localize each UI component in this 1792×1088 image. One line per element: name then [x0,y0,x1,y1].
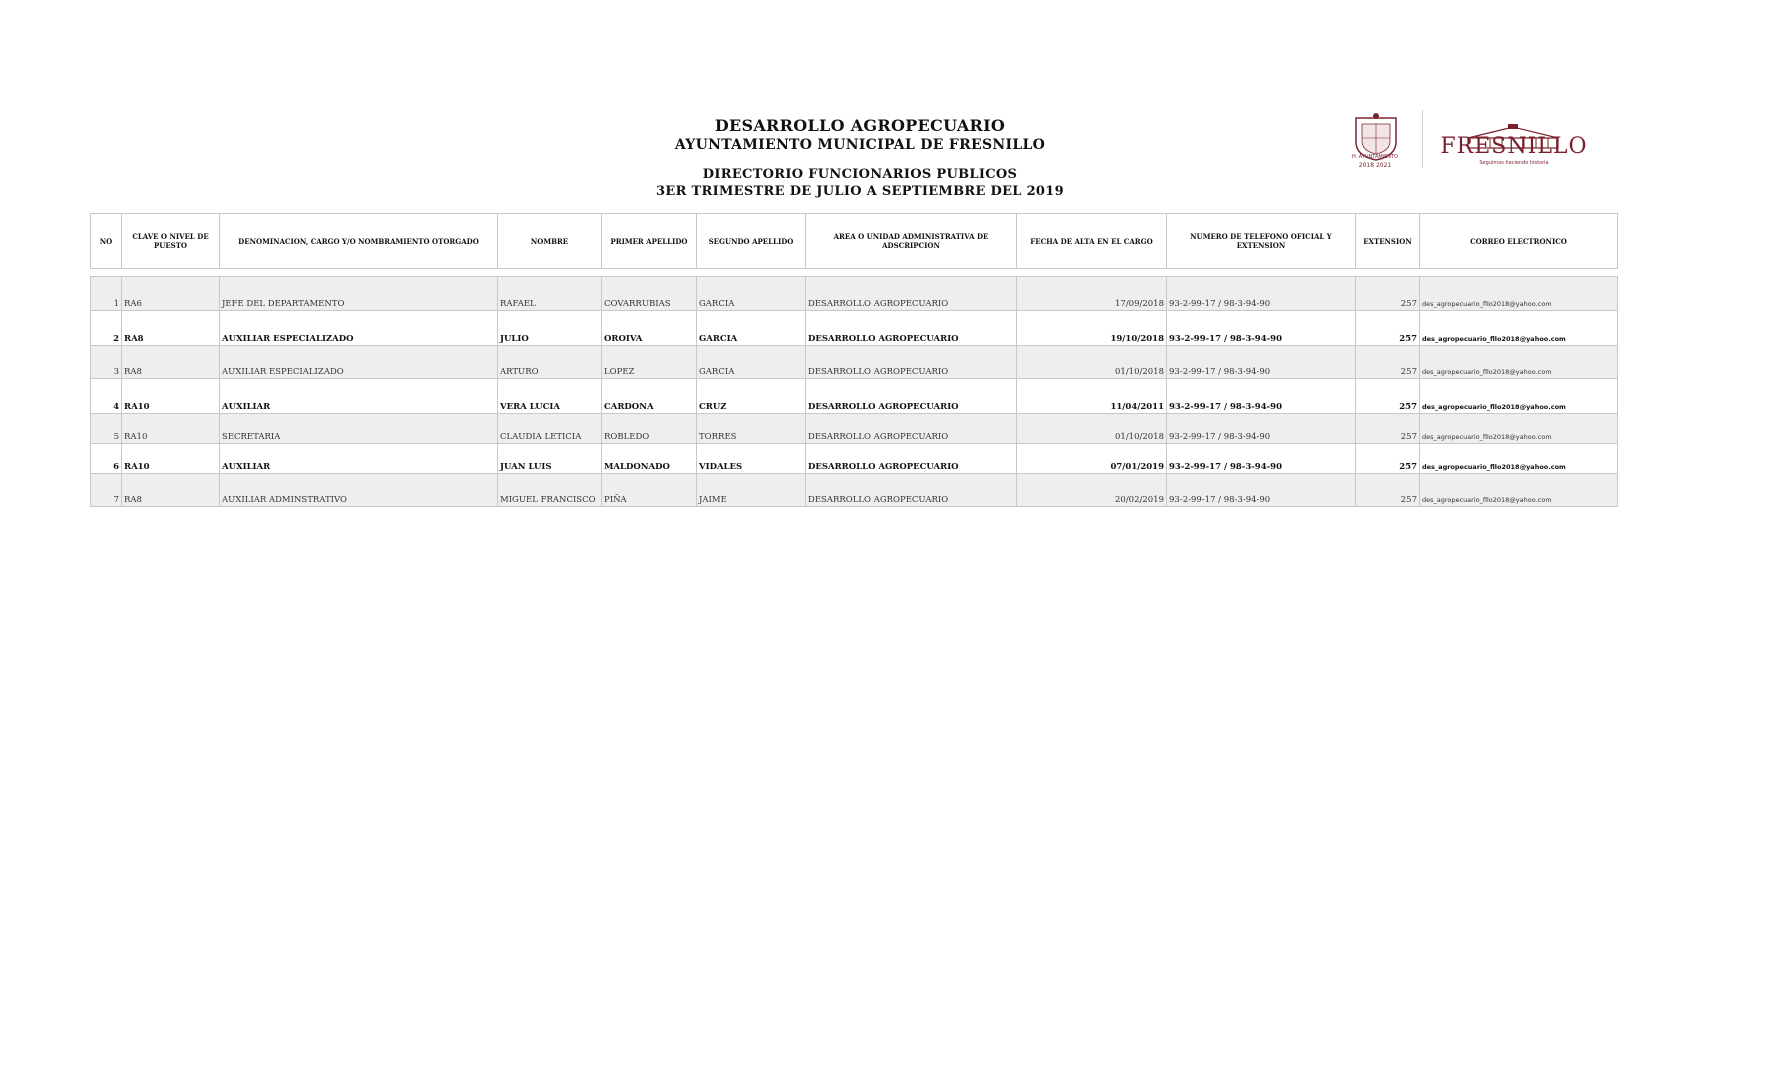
cell-telefono: 93-2-99-17 / 98-3-94-90 [1167,346,1356,379]
cell-area: DESARROLLO AGROPECUARIO [806,414,1017,444]
cell-clave: RA10 [122,379,220,414]
cell-no: 2 [91,311,122,346]
table-spacer [91,269,1618,277]
cell-clave: RA8 [122,346,220,379]
cell-extension: 257 [1356,311,1420,346]
fresnillo-wordmark: FRESNILLO [1440,134,1588,159]
cell-cargo: SECRETARIA [220,414,498,444]
col-header-clave: CLAVE O NIVEL DE PUESTO [122,214,220,269]
cell-segundo-apellido: GARCIA [697,277,806,311]
cell-correo: des_agropecuario_fllo2018@yahoo.com [1420,444,1618,474]
cell-correo: des_agropecuario_fllo2018@yahoo.com [1420,379,1618,414]
col-header-primer-apellido: PRIMER APELLIDO [602,214,697,269]
cell-fecha: 20/02/2019 [1017,474,1167,507]
cell-nombre: JULIO [498,311,602,346]
cell-primer-apellido: COVARRUBIAS [602,277,697,311]
cell-cargo: AUXILIAR [220,444,498,474]
seal-years: 2018 2021 [1358,162,1392,169]
cell-segundo-apellido: TORRES [697,414,806,444]
logo-group [1340,104,1600,170]
cell-segundo-apellido: VIDALES [697,444,806,474]
cell-nombre: VERA LUCIA [498,379,602,414]
directory-table [90,213,1618,507]
col-header-area: AREA O UNIDAD ADMINISTRATIVA DE ADSCRIPCION [806,214,1017,269]
cell-extension: 257 [1356,414,1420,444]
cell-telefono: 93-2-99-17 / 98-3-94-90 [1167,379,1356,414]
cell-telefono: 93-2-99-17 / 98-3-94-90 [1167,444,1356,474]
municipal-seal-icon [1348,104,1404,170]
cell-clave: RA6 [122,277,220,311]
col-header-extension: EXTENSION [1356,214,1420,269]
cell-fecha: 01/10/2018 [1017,346,1167,379]
cell-cargo: AUXILIAR ESPECIALIZADO [220,311,498,346]
cell-segundo-apellido: GARCIA [697,346,806,379]
col-header-cargo: DENOMINACION, CARGO Y/O NOMBRAMIENTO OTORGADO [220,214,498,269]
cell-area: DESARROLLO AGROPECUARIO [806,346,1017,379]
cell-cargo: AUXILIAR ADMINSTRATIVO [220,474,498,507]
cell-clave: RA10 [122,414,220,444]
seal-caption: H. AYUNTAMIENTO [1351,154,1399,160]
cell-telefono: 93-2-99-17 / 98-3-94-90 [1167,414,1356,444]
cell-correo: des_agropecuario_fllo2018@yahoo.com [1420,311,1618,346]
cell-extension: 257 [1356,474,1420,507]
cell-area: DESARROLLO AGROPECUARIO [806,311,1017,346]
table-row [91,474,1618,507]
cell-primer-apellido: CARDONA [602,379,697,414]
cell-fecha: 11/04/2011 [1017,379,1167,414]
cell-telefono: 93-2-99-17 / 98-3-94-90 [1167,277,1356,311]
cell-nombre: CLAUDIA LETICIA [498,414,602,444]
municipality-title: AYUNTAMIENTO MUNICIPAL DE FRESNILLO [674,137,1046,153]
col-header-nombre: NOMBRE [498,214,602,269]
cell-primer-apellido: ROBLEDO [602,414,697,444]
table-row [91,444,1618,474]
cell-fecha: 19/10/2018 [1017,311,1167,346]
table-header-row [91,214,1618,269]
cell-telefono: 93-2-99-17 / 98-3-94-90 [1167,474,1356,507]
cell-extension: 257 [1356,277,1420,311]
cell-no: 5 [91,414,122,444]
cell-no: 7 [91,474,122,507]
table-row [91,379,1618,414]
col-header-segundo-apellido: SEGUNDO APELLIDO [697,214,806,269]
cell-no: 3 [91,346,122,379]
cell-clave: RA10 [122,444,220,474]
logo-divider [1422,110,1423,168]
cell-cargo: AUXILIAR ESPECIALIZADO [220,346,498,379]
cell-cargo: AUXILIAR [220,379,498,414]
cell-fecha: 01/10/2018 [1017,414,1167,444]
cell-area: DESARROLLO AGROPECUARIO [806,277,1017,311]
spacer-cell [91,269,1618,277]
cell-nombre: ARTURO [498,346,602,379]
col-header-correo: CORREO ELECTRONICO [1420,214,1618,269]
cell-extension: 257 [1356,444,1420,474]
cell-area: DESARROLLO AGROPECUARIO [806,379,1017,414]
table-row [91,346,1618,379]
cell-correo: des_agropecuario_fllo2018@yahoo.com [1420,474,1618,507]
cell-correo: des_agropecuario_fllo2018@yahoo.com [1420,414,1618,444]
cell-fecha: 17/09/2018 [1017,277,1167,311]
cell-fecha: 07/01/2019 [1017,444,1167,474]
cell-telefono: 93-2-99-17 / 98-3-94-90 [1167,311,1356,346]
table-row [91,277,1618,311]
fresnillo-tagline: Seguimos haciendo historia [1479,160,1549,166]
cell-cargo: JEFE DEL DEPARTAMENTO [220,277,498,311]
cell-nombre: JUAN LUIS [498,444,602,474]
col-header-fecha: FECHA DE ALTA EN EL CARGO [1017,214,1167,269]
cell-clave: RA8 [122,311,220,346]
cell-clave: RA8 [122,474,220,507]
cell-nombre: MIGUEL FRANCISCO [498,474,602,507]
cell-primer-apellido: PIÑA [602,474,697,507]
table-row [91,311,1618,346]
cell-primer-apellido: OROIVA [602,311,697,346]
table-row [91,414,1618,444]
cell-no: 1 [91,277,122,311]
cell-extension: 257 [1356,379,1420,414]
cell-segundo-apellido: JAIME [697,474,806,507]
cell-primer-apellido: LOPEZ [602,346,697,379]
cell-segundo-apellido: CRUZ [697,379,806,414]
department-title: DESARROLLO AGROPECUARIO [714,116,1006,135]
col-header-telefono: NUMERO DE TELEFONO OFICIAL Y EXTENSION [1167,214,1356,269]
cell-segundo-apellido: GARCIA [697,311,806,346]
cell-correo: des_agropecuario_fllo2018@yahoo.com [1420,346,1618,379]
col-header-no: NO [91,214,122,269]
cell-extension: 257 [1356,346,1420,379]
period-title: 3ER TRIMESTRE DE JULIO A SEPTIEMBRE DEL 2019 [656,184,1064,199]
cell-no: 4 [91,379,122,414]
cell-correo: des_agropecuario_fllo2018@yahoo.com [1420,277,1618,311]
cell-area: DESARROLLO AGROPECUARIO [806,444,1017,474]
cell-area: DESARROLLO AGROPECUARIO [806,474,1017,507]
cell-no: 6 [91,444,122,474]
cell-primer-apellido: MALDONADO [602,444,697,474]
cell-nombre: RAFAEL [498,277,602,311]
directory-title: DIRECTORIO FUNCIONARIOS PUBLICOS [702,167,1018,182]
